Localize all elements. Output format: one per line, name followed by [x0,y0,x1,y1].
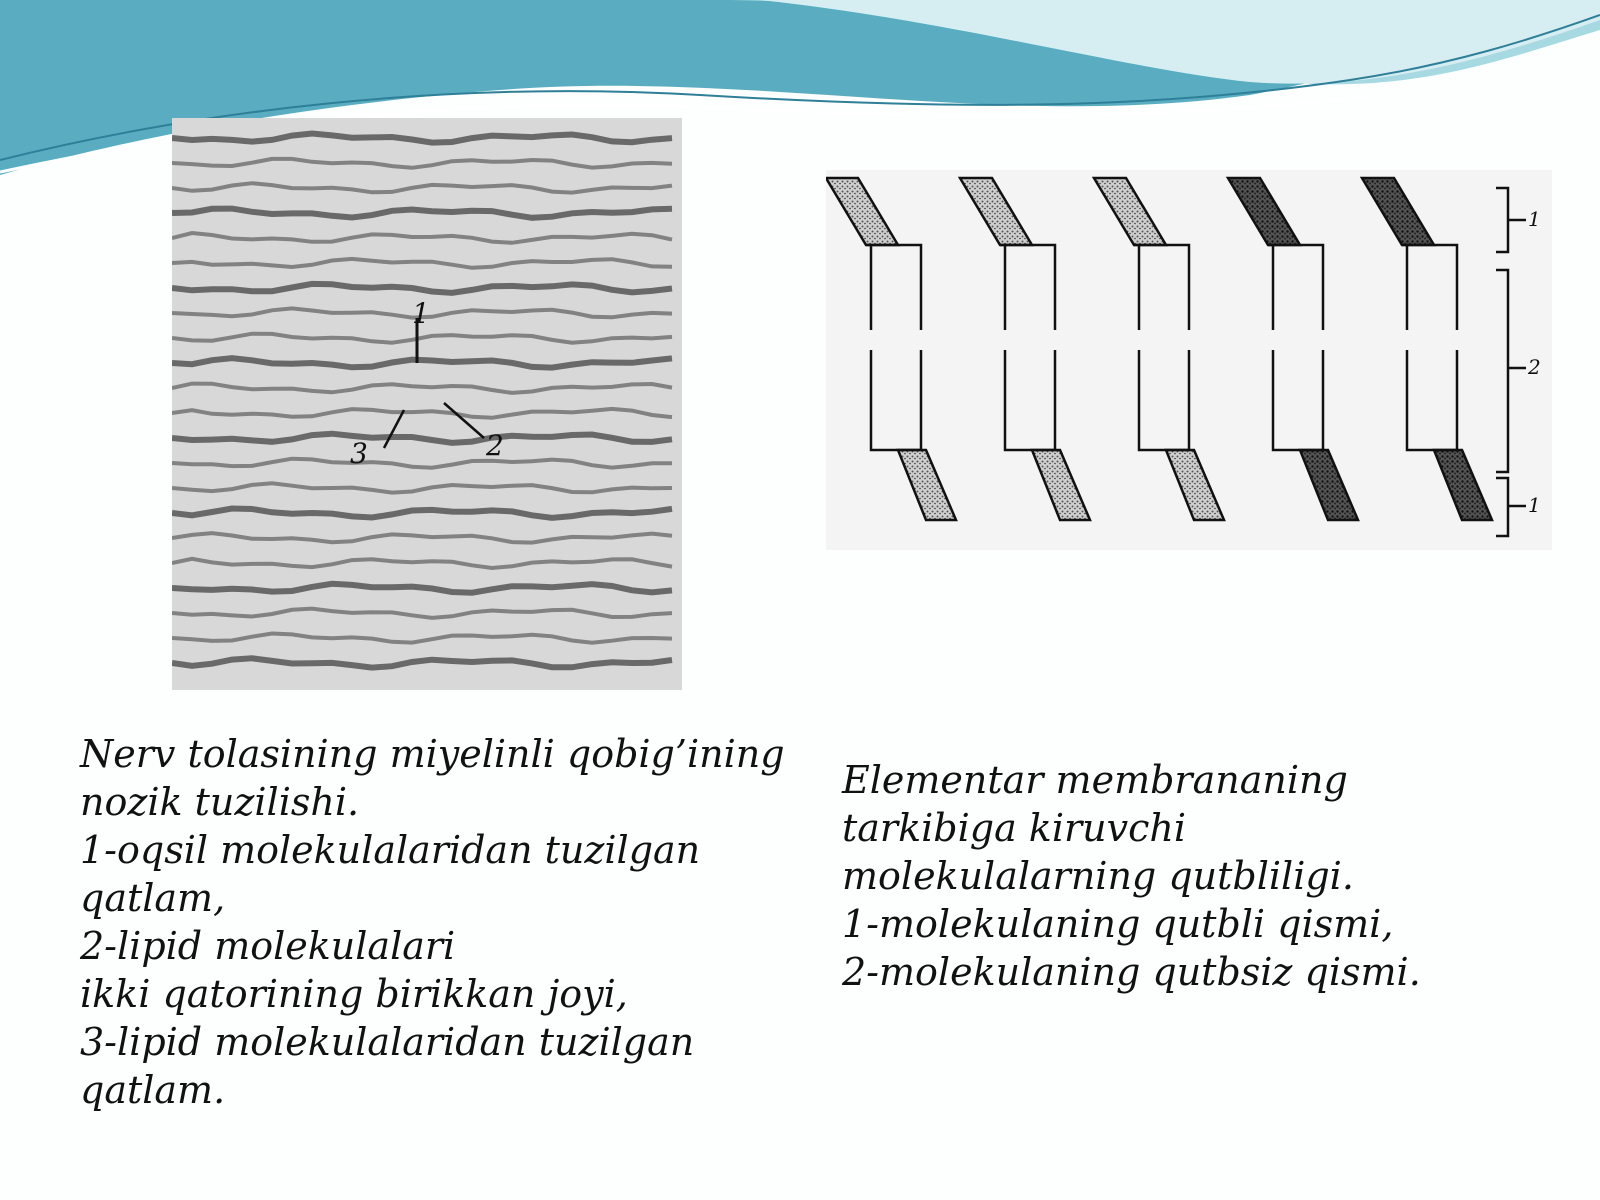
right-caption-line: Elementar membrananing [842,758,1348,802]
micrograph-label-2: 2 [486,429,504,462]
membrane-polarity-diagram [826,170,1552,550]
right-caption [842,756,1421,996]
left-caption [80,730,785,1114]
left-caption-line: 3-lipid molekulalaridan tuzilgan [80,1020,695,1064]
bracket-label-2: 2 [1528,355,1541,379]
left-caption-line: qatlam, [80,876,226,920]
micrograph-label-3: 3 [350,437,368,470]
left-caption-line: Nerv tolasining miyelinli qobig’ining [80,732,785,776]
right-caption-line: tarkibiga kiruvchi [842,806,1187,850]
micrograph-label-1: 1 [412,297,430,330]
right-caption-line: molekulalarning qutbliligi. [842,854,1354,898]
bracket-label-1-bottom: 1 [1528,493,1541,517]
left-caption-line: 1-oqsil molekulalaridan tuzilgan [80,828,701,872]
left-caption-line: nozik tuzilishi. [80,780,360,824]
right-caption-line: 1-molekulaning qutbli qismi, [842,902,1394,946]
bracket-label-1-top: 1 [1528,207,1541,231]
left-caption-line: qatlam. [80,1068,226,1112]
left-caption-line: 2-lipid molekulalari [80,924,456,968]
myelin-micrograph [172,118,682,690]
left-caption-line: ikki qatorining birikkan joyi, [80,972,628,1016]
right-caption-line: 2-molekulaning qutbsiz qismi. [842,950,1421,994]
